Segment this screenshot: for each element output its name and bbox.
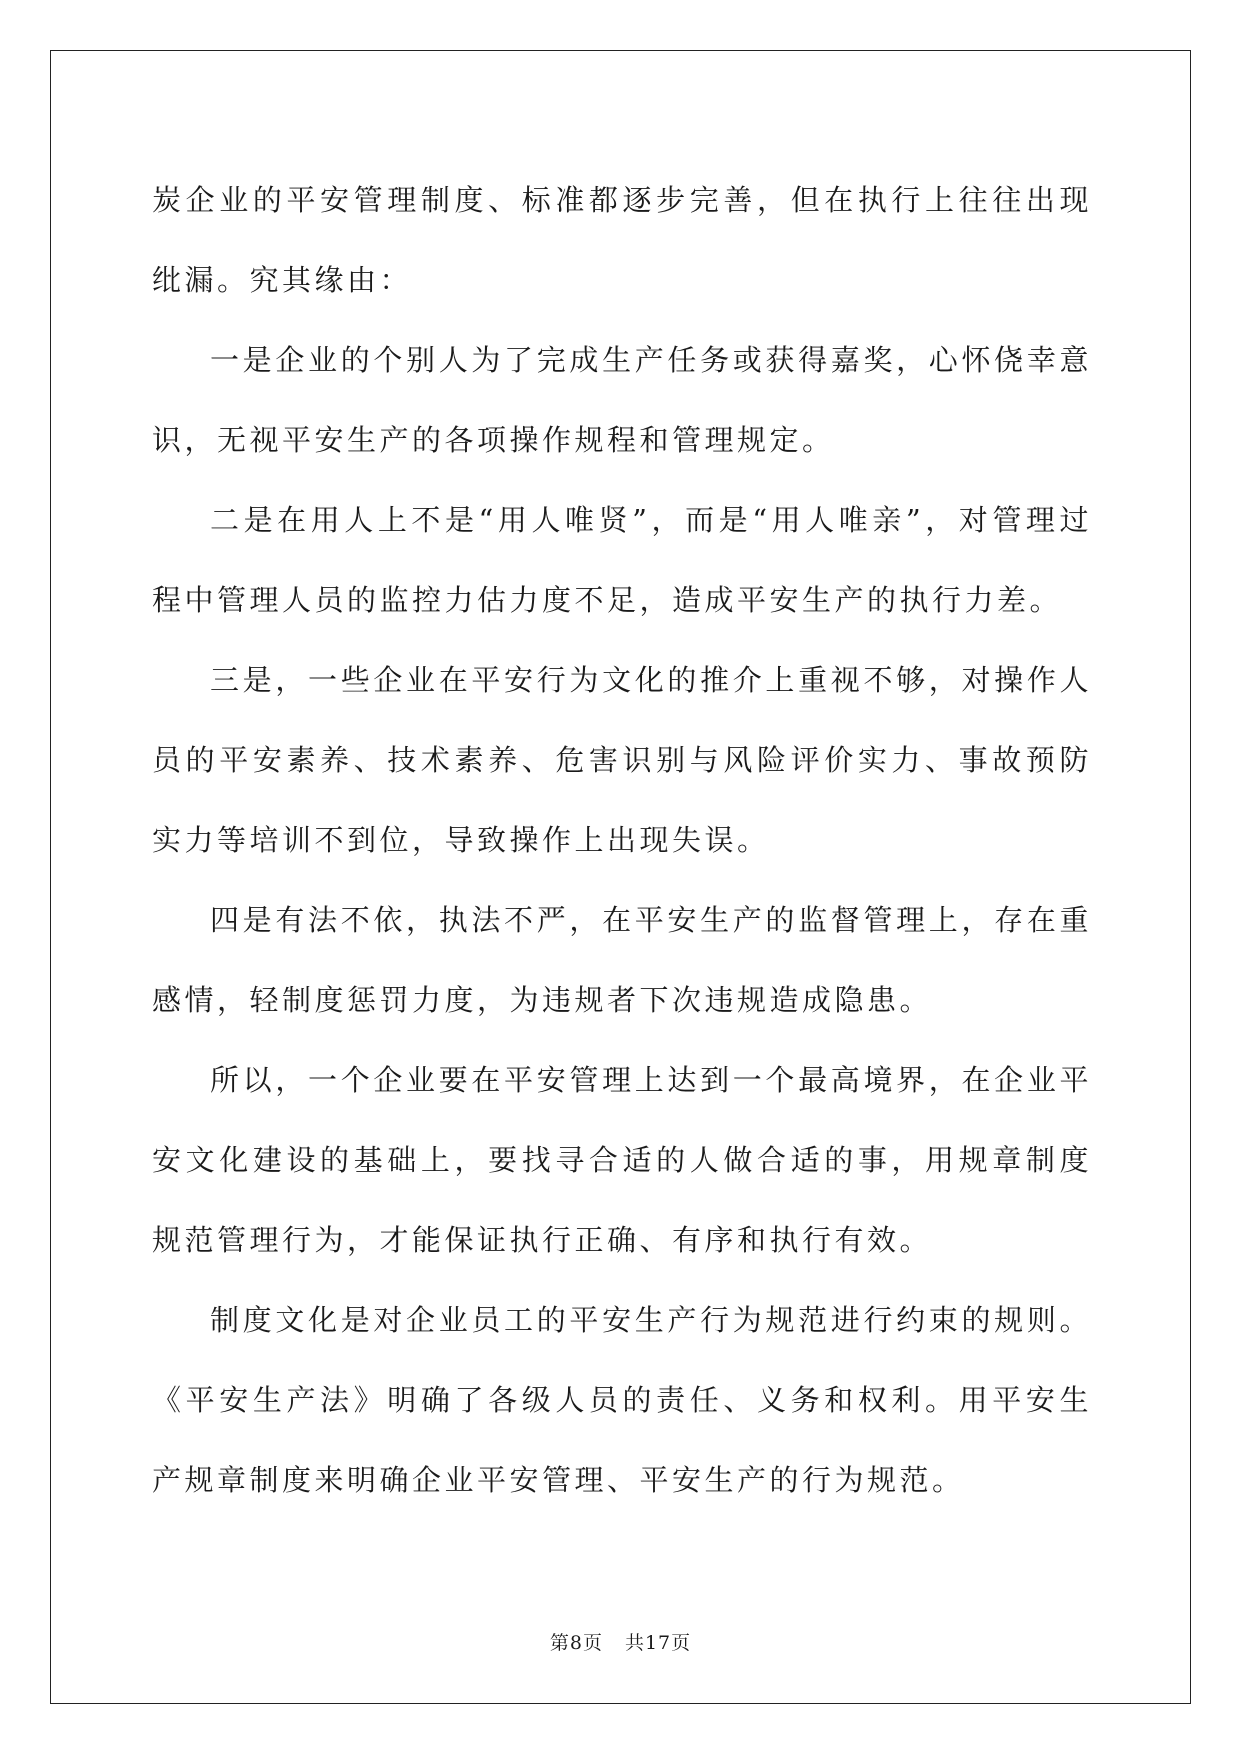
paragraph-5: 四是有法不依，执法不严，在平安生产的监督管理上，存在重感情，轻制度惩罚力度，为违规者下次违规造成隐患。: [152, 903, 1092, 1017]
paragraph-3: 二是在用人上不是“用人唯贤”，而是“用人唯亲”，对管理过程中管理人员的监控力估力度不足，造成平安生产的执行力差。: [152, 503, 1092, 617]
paragraph-2: 一是企业的个别人为了完成生产任务或获得嘉奖，心怀侥幸意识，无视平安生产的各项操作规程和管理规定。: [152, 343, 1092, 457]
paragraph-6: 所以，一个企业要在平安管理上达到一个最高境界，在企业平安文化建设的基础上，要找寻合适的人做合适的事，用规章制度规范管理行为，才能保证执行正确、有序和执行有效。: [152, 1063, 1092, 1257]
paragraph-7: 制度文化是对企业员工的平安生产行为规范进行约束的规则。《平安生产法》明确了各级人员的责任、义务和权利。用平安生产规章制度来明确企业平安管理、平安生产的行为规范。: [152, 1303, 1092, 1497]
document-body: [152, 160, 1092, 1520]
page-footer: [0, 1628, 1241, 1655]
page-number: 第8页: [549, 1632, 603, 1654]
page-total: 共17页: [624, 1632, 692, 1654]
paragraph-4: 三是，一些企业在平安行为文化的推介上重视不够，对操作人员的平安素养、技术素养、危害识别与风险评价实力、事故预防实力等培训不到位，导致操作上出现失误。: [152, 663, 1092, 857]
paragraph-1: 炭企业的平安管理制度、标准都逐步完善，但在执行上往往出现纰漏。究其缘由：: [152, 183, 1092, 297]
